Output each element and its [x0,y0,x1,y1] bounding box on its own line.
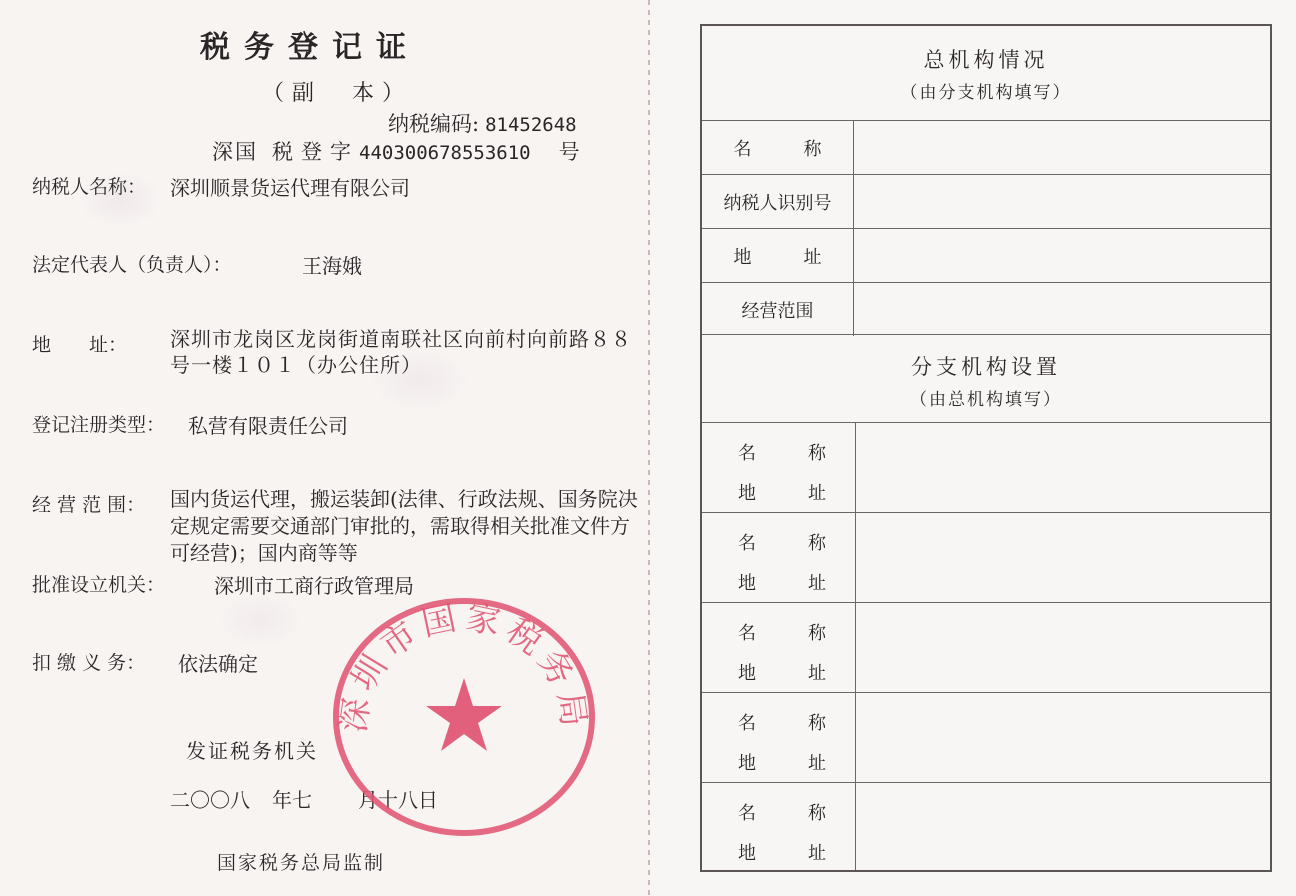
label-taxpayer-id: 纳税人识别号 [702,175,854,228]
branch-row [702,512,1270,602]
label-name-a: 名 [733,138,752,160]
branch-name-label-a: 名 [738,623,756,644]
head-office-title: 总机构情况 [923,48,1049,72]
head-office-taxid-field [854,175,1270,228]
official-seal-icon [330,594,598,840]
issue-date-month: 年七 [272,788,312,812]
field-value-reg-type: 私营有限责任公司 [188,414,348,438]
reg-prefix: 深国 [212,140,258,164]
branch-row [702,422,1270,512]
branch-row [702,782,1270,870]
branch-addr-label-b: 址 [808,753,826,774]
branch-info-table [700,24,1272,872]
certificate-subtitle: （副 本） [262,81,413,106]
reg-suffix: 号 [558,140,580,164]
branches-note: （由总机构填写） [910,390,1062,410]
field-value-address: 深圳市龙岗区龙岗街道南联社区向前村向前路８８号一楼１０１（办公住所） [170,327,632,377]
field-label-approval-authority: 批准设立机关： [32,574,166,596]
issuing-authority: 发证税务机关 [186,739,318,763]
branch-name-label-a: 名 [738,803,756,824]
field-value-withholding: 依法确定 [178,652,258,676]
field-label-address: 地 址： [32,334,128,356]
field-value-taxpayer-name: 深圳顺景货运代理有限公司 [170,176,410,200]
registration-number-line [212,136,580,166]
seal-star-icon [426,678,502,751]
branches-header-row [702,334,1270,422]
branch-name-label-a: 名 [738,443,756,464]
issue-date-day: 月十八日 [358,788,438,812]
head-office-row-name [702,120,1270,174]
branch-name-label-b: 称 [808,713,826,734]
head-office-row-address [702,228,1270,282]
branch-addr-label-a: 地 [738,663,756,684]
branch-addr-label-b: 址 [808,663,826,684]
branch-addr-label-b: 址 [808,843,826,864]
branches-title: 分支机构设置 [911,355,1061,379]
issue-date-year: 二〇〇八 [170,788,250,812]
branch-name-label-b: 称 [808,803,826,824]
head-office-row-scope [702,282,1270,336]
head-office-name-field [854,121,1270,174]
label-addr-a: 地 [733,246,752,268]
branch-name-label-a: 名 [738,713,756,734]
label-business-scope: 经营范围 [702,283,854,336]
branch-addr-label-a: 地 [738,753,756,774]
branch-addr-label-a: 地 [738,573,756,594]
head-office-address-field [854,229,1270,282]
field-label-taxpayer-name: 纳税人名称： [32,176,147,198]
supervised-by: 国家税务总局监制 [217,852,386,874]
tax-code-label: 纳税编码: [388,112,480,136]
label-name-b: 称 [803,138,822,160]
certificate-title: 税务登记证 [200,30,420,65]
tax-code-value: 81452648 [485,114,577,136]
head-office-note: （由分支机构填写） [900,83,1072,103]
head-office-header [702,44,1270,103]
branch-name-label-b: 称 [808,623,826,644]
branch-addr-label-b: 址 [808,483,826,504]
branch-name-label-b: 称 [808,443,826,464]
label-addr-b: 址 [803,246,822,268]
branch-name-label-b: 称 [808,533,826,554]
branch-name-label-a: 名 [738,533,756,554]
head-office-row-taxid [702,174,1270,228]
field-label-reg-type: 登记注册类型： [32,414,166,436]
branch-addr-label-a: 地 [738,483,756,504]
field-label-business-scope: 经 营 范 围： [32,494,146,516]
field-value-approval-authority: 深圳市工商行政管理局 [214,574,414,598]
field-label-withholding: 扣 缴 义 务： [32,652,146,674]
field-value-business-scope: 国内货运代理，搬运装卸(法律、行政法规、国务院决定规定需要交通部门审批的，需取得相关批准文件方可经营)；国内商等等 [170,487,638,565]
reg-middle: 税登字 [272,140,359,164]
reg-number: 440300678553610 [359,142,531,164]
branch-addr-label-a: 地 [738,843,756,864]
branch-row [702,602,1270,692]
branch-addr-label-b: 址 [808,573,826,594]
head-office-scope-field [854,283,1270,336]
tax-code-line [388,108,577,138]
field-label-legal-rep: 法定代表人（负责人）： [32,254,232,276]
field-value-legal-rep: 王海娥 [302,254,362,278]
branch-row [702,692,1270,782]
seal-text: 深圳市国家税务局 [333,597,595,735]
